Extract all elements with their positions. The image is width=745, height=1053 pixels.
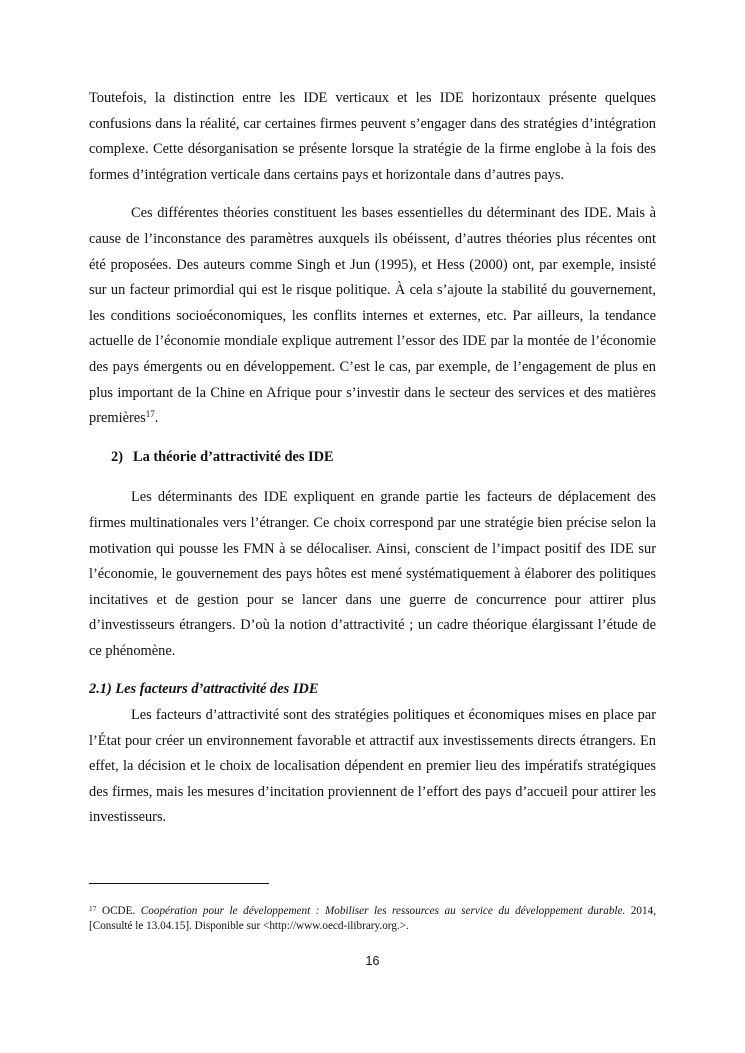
section-heading	[89, 445, 656, 471]
subsection-heading: 2.1) Les facteurs d’attractivité des IDE	[89, 681, 319, 698]
paragraph-theories-text: Ces différentes théories constituent les bases essentielles du déterminant des IDE. Mais à cause de l’inconstance des paramètres auxquels ils obéissent, d’autres théories plus récentes ont été proposées. Des auteurs comme Singh et Jun (1995), et Hess (2000) ont, par exemple, insisté sur un facteur primordial qui est le risque politique. À cela s’ajoute la stabilité du gouvernement, les conditions socioéconomiques, les conflits internes et externes, etc. Par ailleurs, la tendance actuelle de l’économie mondiale explique autrement l’essor des IDE par la montée de l’économie des pays émergents ou en développement. C’est le cas, par exemple, de l’engagement de plus en plus important de la Chine en Afrique pour s’investir dans le secteur des services et des matières premières	[89, 205, 656, 427]
paragraph-ide-distinction: Toutefois, la distinction entre les IDE verticaux et les IDE horizontaux présente quelques confusions dans la réalité, car certaines firmes peuvent s’engager dans des stratégies d’intégration complexe. Cette désorganisation se présente lorsque la stratégie de la firme englobe à la fois des formes d’intégration verticale dans certains pays et horizontale dans d’autres pays.	[89, 90, 656, 183]
footnote	[89, 904, 656, 934]
page-number: 16	[365, 954, 380, 968]
section-title: La théorie d’attractivité des IDE	[133, 448, 334, 465]
paragraph-attractivity-factors: Les facteurs d’attractivité sont des stratégies politiques et économiques mises en place par l’État pour créer un environnement favorable et attractif aux investissements directs étrangers. En effet, la décision et le choix de localisation dépendent en premier lieu des impératifs stratégiques des firmes, mais les mesures d’incitation proviennent de l’effort des pays d’accueil pour attirer les investisseurs.	[89, 707, 656, 826]
paragraph-determinants: Les déterminants des IDE expliquent en grande partie les facteurs de déplacement des firmes multinationales vers l’étranger. Ce choix correspond par une stratégie bien précise selon la motivation qui pousse les FMN à se délocaliser. Ainsi, conscient de l’impact positif des IDE sur l’économie, le gouvernement des pays hôtes est mené systématiquement à élaborer des politiques incitatives et de gestion pour se lancer dans une guerre de concurrence pour attirer plus d’investisseurs étrangers. D’où la notion d’attractivité ; un cadre théorique élargissant l’étude de ce phénomène.	[89, 489, 656, 659]
section-number: 2)	[111, 448, 123, 465]
footnote-number: 17	[89, 904, 97, 913]
footnote-author: OCDE.	[96, 905, 141, 917]
footnote-reference[interactable]: 17	[145, 409, 155, 420]
page-body	[89, 86, 656, 831]
paragraph-theories	[89, 201, 656, 431]
footnote-separator	[89, 883, 269, 884]
paragraph-theories-end: .	[154, 410, 159, 427]
footnote-title: Coopération pour le développement : Mobiliser les ressources au service du développement durable.	[140, 905, 626, 917]
footnote-details: 2014, [Consulté le 13.04.15]. Disponible sur <http://www.oecd-ilibrary.org.>.	[89, 905, 656, 932]
